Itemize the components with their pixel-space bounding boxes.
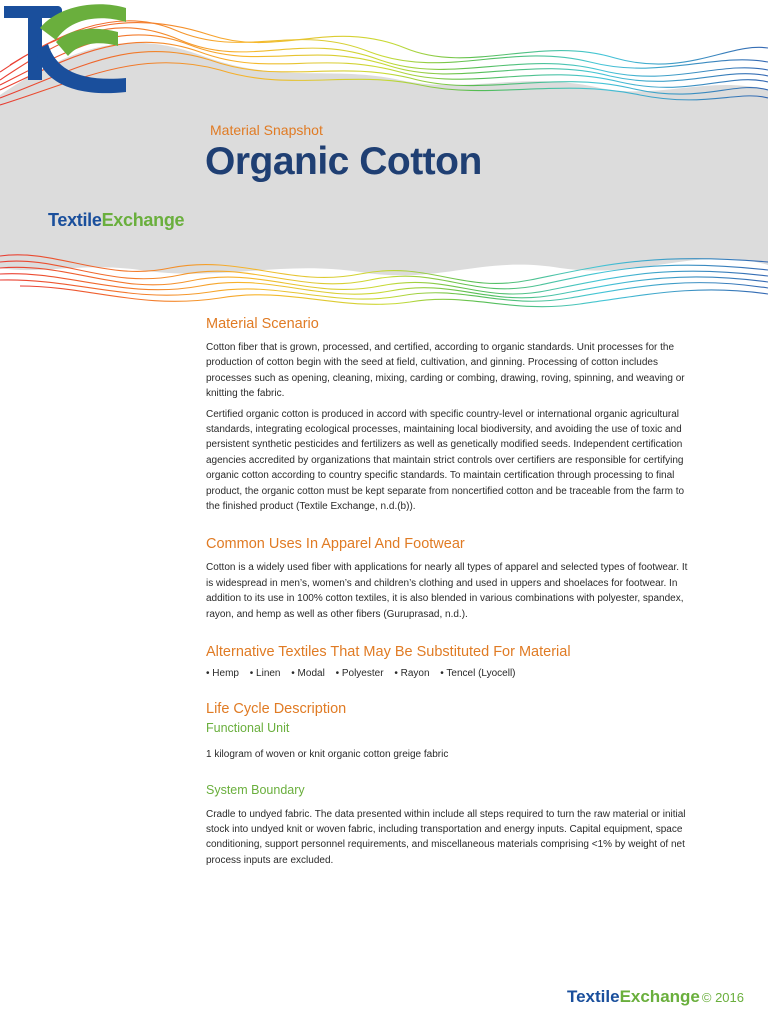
alternatives-list [206, 668, 696, 679]
footer-brand [567, 987, 744, 1007]
section-common-uses [206, 536, 696, 622]
section-heading: Alternative Textiles That May Be Substituted For Material [206, 644, 571, 661]
list-item: • Linen [249, 668, 281, 680]
footer-word-exchange: Exchange [619, 987, 700, 1006]
section-heading: Life Cycle Description [206, 701, 347, 718]
list-item: • Rayon [394, 668, 430, 680]
logo-word-exchange: Exchange [101, 210, 185, 230]
list-item: • Hemp [206, 668, 239, 680]
section-heading: Common Uses In Apparel And Footwear [206, 536, 465, 553]
kicker-label: Material Snapshot [210, 122, 323, 138]
list-item: • Modal [291, 668, 325, 680]
section-heading: Material Scenario [206, 316, 319, 332]
footer-word-textile: Textile [566, 987, 620, 1006]
list-item: • Tencel (Lyocell) [440, 668, 516, 680]
list-item: • Polyester [335, 668, 384, 680]
main-content [206, 316, 696, 873]
section-life-cycle [206, 701, 696, 868]
paragraph: Cotton is a widely used fiber with applications for nearly all types of apparel and selected types of footwear. It is widespread in men’s, women’s and children’s clothing and used in uppers and shoelaces for footwear. In addition to its use in 100% cotton textiles, it is also blended in various combinations with polyester, spandex, rayon, and hemp as well as other fibers (Guruprasad, n.d.). [206, 562, 688, 620]
section-material-scenario [206, 316, 696, 514]
paragraph: 1 kilogram of woven or knit organic cotton greige fabric [206, 749, 449, 761]
paragraph: Cradle to undyed fabric. The data presented within include all steps required to turn the raw material or initial stock into undyed knit or woven fabric, including transportation and energy inputs. Capital equipment, space conditioning, support personnel requirements, and miscellaneous materials comprising <1% by weight of net process inputs are excluded. [206, 808, 686, 866]
textile-exchange-logo-icon [0, 0, 130, 115]
page-title: Organic Cotton [205, 140, 482, 183]
copyright-text: © 2016 [701, 990, 744, 1005]
logo-wordmark [48, 210, 184, 231]
section-alternative-textiles [206, 644, 696, 679]
logo-word-textile: Textile [48, 210, 102, 230]
subsection-heading-system-boundary: System Boundary [206, 782, 305, 797]
subsection-heading-functional-unit: Functional Unit [206, 721, 290, 736]
paragraph: Certified organic cotton is produced in accord with specific country-level or international organic agricultural standards, integrating ecological processes, maintaining local biodiversity, and avoiding the use of toxic and persistent synthetic pesticides and fertilizers as well as genetically modified seeds. Independent certification agencies accredited by organizations that maintain strict controls over certifiers are responsible for certifying organic cotton according to country specific standards. To maintain certification through processing to final product, the organic cotton must be kept separate from noncertified cotton and be traceable from the farm to the finished product (Textile Exchange, n.d.(b)). [206, 408, 685, 513]
paragraph: Cotton fiber that is grown, processed, and certified, according to organic standards. Unit processes for the production of cotton begin with the seed at field, cultivation, and ginning. Processing of cotton includes processes such as opening, cleaning, mixing, carding or combing, drawing, roving, spinning, and weaving or knitting the fabric. [206, 342, 685, 400]
header-banner [0, 0, 768, 320]
